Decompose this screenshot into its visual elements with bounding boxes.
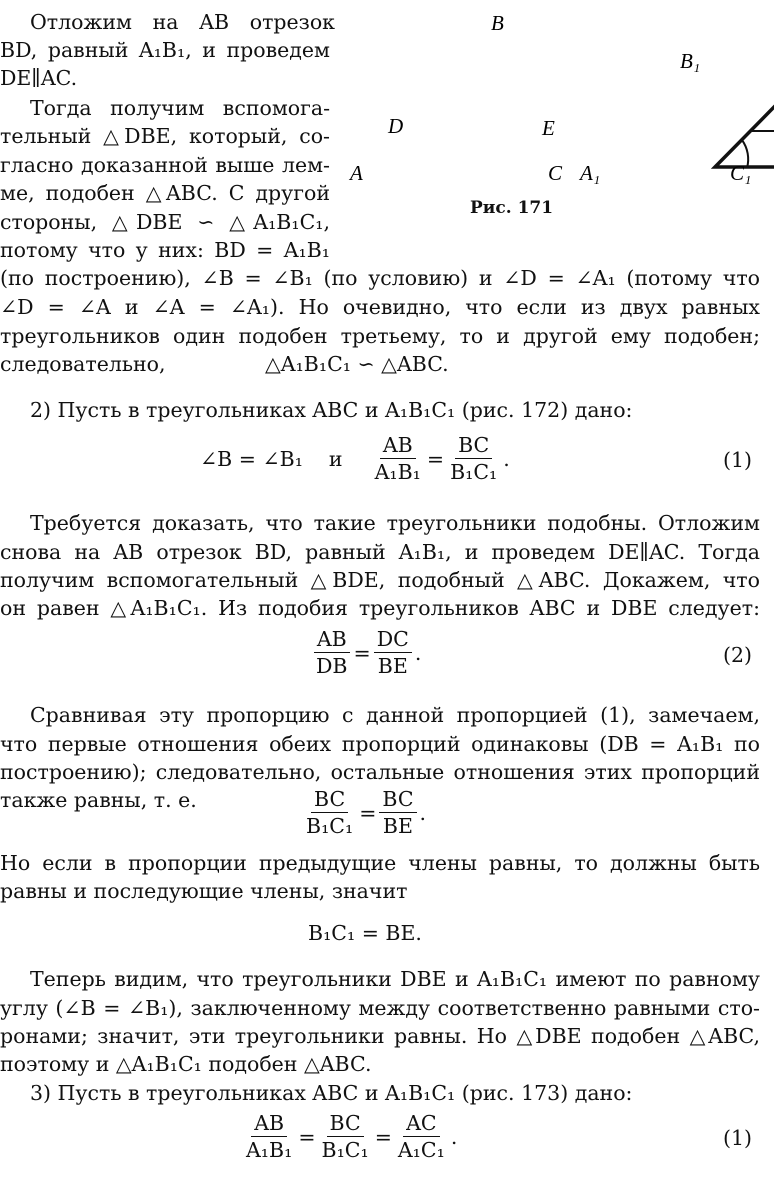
label-a1: A₁ <box>580 161 601 185</box>
text-line: Требуется доказать, что такие треугольники подобны. Отложим <box>30 511 760 535</box>
figure-171 <box>340 0 774 200</box>
text-line: поэтому и △A₁B₁C₁ подобен △ABC. <box>0 1052 372 1076</box>
eq-part: ∠B = ∠B₁ <box>200 446 303 471</box>
label-d: D <box>388 114 404 138</box>
text-line: также равны, т. е. <box>0 788 197 812</box>
figure-caption: Рис. 171 <box>470 198 554 218</box>
fraction: $\frac{BC}{\text{B₁C₁}}$ <box>321 1111 369 1162</box>
fraction: $\frac{AB}{DB}$ <box>313 626 351 679</box>
text-line: тельный △DBE, который, со- <box>0 124 330 148</box>
text-line: Но если в пропорции предыдущие члены равны, то должны быть <box>0 851 760 875</box>
text-line: BD, равный A₁B₁, и проведем <box>0 38 330 62</box>
label-a: A <box>350 161 363 185</box>
equation-4: $\frac{AB}{\text{A₁B₁}}$ = $\frac{BC}{\text{B₁C₁}}$ = $\frac{AC}{\text{A₁C₁}}$ . <box>240 1110 457 1163</box>
text-line: треугольников один подобен третьему, то и другой ему подобен; <box>0 324 760 348</box>
equation-1: ∠B = ∠B₁ и $\frac{AB}{\text{A₁B₁}}$ = $\frac{BC}{\text{B₁C₁}}$ . <box>200 433 510 484</box>
equation-number: (1) <box>722 448 752 472</box>
fraction: $\frac{BC}{BE}$ <box>379 786 416 839</box>
text-line: стороны, △DBE ∽ △A₁B₁C₁, <box>0 210 330 234</box>
equation-2: $\frac{AB}{DB}$ = $\frac{DC}{BE}$ . <box>310 626 421 679</box>
text-line: DE∥AC. <box>0 66 78 90</box>
text-line: Тогда получим вспомога- <box>30 96 330 120</box>
text-line: что первые отношения обеих пропорций одинаковы (DB = A₁B₁ по <box>0 732 760 756</box>
fraction: $\frac{AC}{\text{A₁C₁}}$ <box>397 1111 445 1162</box>
triangle-abc <box>715 40 774 167</box>
text-line: построению); следовательно, остальные отношения этих пропорций <box>0 760 760 784</box>
text-line: следовательно, <box>0 352 166 376</box>
text-line: Отложим на AB отрезок <box>30 10 335 34</box>
text-line: Теперь видим, что треугольники DBE и A₁B₁C₁ имеют по равному <box>30 967 760 991</box>
label-b1: B₁ <box>680 49 701 73</box>
text-line: 3) Пусть в треугольниках ABC и A₁B₁C₁ (рис. 173) дано: <box>30 1081 633 1105</box>
label-e: E <box>542 116 555 140</box>
text-line: он равен △A₁B₁C₁. Из подобия треугольников ABC и DBE следует: <box>0 596 760 620</box>
text-line: снова на AB отрезок BD, равный A₁B₁, и проведем DE∥AC. Тогда <box>0 540 760 564</box>
label-c1: C₁ <box>730 161 752 185</box>
text-line: ме, подобен △ABC. С другой <box>0 181 330 205</box>
text-line: получим вспомогательный △BDE, подобный △ABC. Докажем, что <box>0 568 760 592</box>
equation-number: (1) <box>722 1126 752 1150</box>
text-line: потому что у них: BD = A₁B₁ <box>0 238 330 262</box>
text-line: гласно доказанной выше лем- <box>0 153 330 177</box>
fraction: $\frac{BC}{\text{B₁C₁}}$ <box>450 433 498 484</box>
equation-3: $\frac{BC}{\text{B₁C₁}}$ = $\frac{BC}{BE}$ . <box>300 786 426 839</box>
eq-part: = <box>426 446 445 471</box>
text-line: (по построению), ∠B = ∠B₁ (по условию) и ∠D = ∠A₁ (потому что <box>0 266 760 290</box>
formula-display: B₁C₁ = BE. <box>308 921 422 945</box>
formula-inline: △A₁B₁C₁ ∽ △ABC. <box>265 352 449 376</box>
equation-number: (2) <box>722 643 752 667</box>
text-line: Сравнивая эту пропорцию с данной пропорцией (1), замечаем, <box>30 703 760 727</box>
text-line: 2) Пусть в треугольниках ABC и A₁B₁C₁ (рис. 172) дано: <box>30 398 633 422</box>
fraction: $\frac{BC}{\text{B₁C₁}}$ <box>306 787 354 838</box>
label-b: B <box>491 11 504 35</box>
label-c: C <box>548 161 563 185</box>
text-line: ∠D = ∠A и ∠A = ∠A₁). Но очевидно, что если из двух равных <box>0 295 760 319</box>
text-line: ронами; значит, эти треугольники равны. Но △DBE подобен △ABC, <box>0 1024 760 1048</box>
text-line: углу (∠B = ∠B₁), заключенному между соответственно равными сто- <box>0 996 760 1020</box>
eq-part: и <box>328 446 343 471</box>
fraction: $\frac{AB}{\text{A₁B₁}}$ <box>374 433 421 484</box>
text-line: равны и последующие члены, значит <box>0 879 408 903</box>
fraction: $\frac{DC}{BE}$ <box>374 626 412 679</box>
fraction: $\frac{AB}{\text{A₁B₁}}$ <box>246 1111 293 1162</box>
